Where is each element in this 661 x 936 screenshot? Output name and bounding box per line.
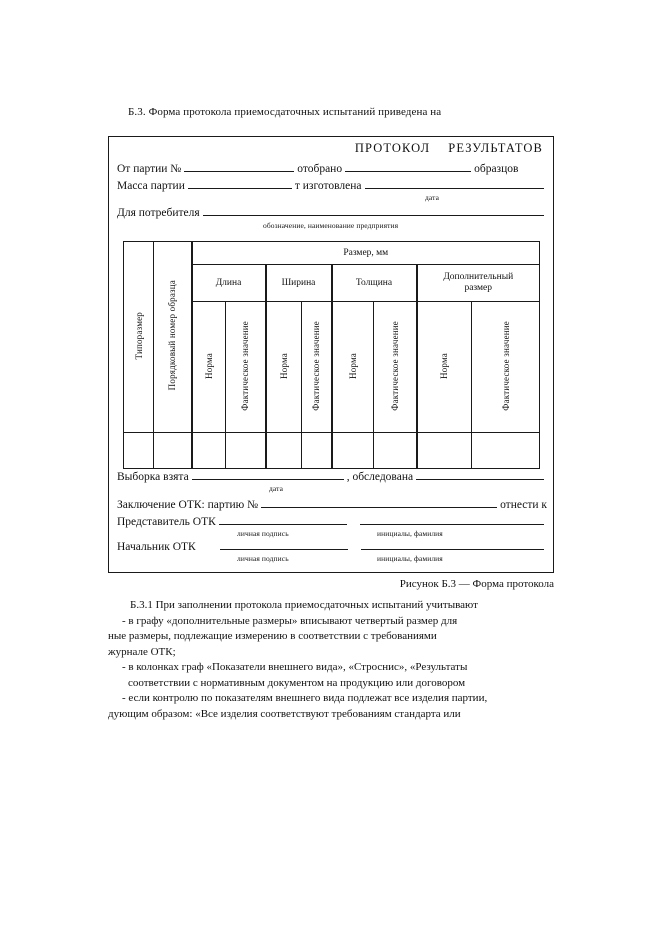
qc-chief-initials-rule[interactable] (361, 541, 544, 550)
body-line-3: ные размеры, подлежащие измерению в соответствии с требованиями (108, 630, 437, 642)
qc-representative-signature-rule[interactable] (219, 516, 347, 525)
header-typesize-label: Типоразмер (133, 311, 144, 360)
header-actual-label-width: Фактическое значение (311, 320, 322, 411)
header-cell-thickness-actual (374, 302, 417, 433)
header-actual-label-thickness: Фактическое значение (389, 320, 400, 411)
sublabel-initials-chief: инициалы, фамилия (377, 554, 443, 563)
batch-manufactured-input-rule[interactable] (365, 180, 545, 189)
table-row (124, 432, 540, 468)
cell-length-actual[interactable] (226, 432, 266, 468)
header-actual-label-additional: Фактическое значение (500, 320, 511, 411)
sublabel-signature-chief: личная подпись (237, 554, 289, 563)
header-cell-size-group (192, 242, 540, 265)
header-size-group-label: Размер, мм (343, 248, 389, 259)
protocol-form-frame (108, 136, 554, 573)
cell-additional-norm[interactable] (417, 432, 472, 468)
row-qc-conclusion (117, 499, 547, 511)
consumer-input-rule[interactable] (203, 207, 544, 216)
batch-mass-input-rule[interactable] (188, 180, 292, 189)
cell-length-norm[interactable] (192, 432, 226, 468)
measurements-table (123, 241, 540, 469)
qc-chief-label: Начальник ОТК (117, 541, 196, 553)
header-cell-length (192, 265, 266, 302)
qc-representative-label: Представитель ОТК (117, 516, 216, 528)
body-line-6: соответствии с нормативным документом на продукцию или договором (128, 676, 466, 689)
cell-thickness-norm[interactable] (332, 432, 374, 468)
row-qc-chief (117, 541, 547, 553)
qc-representative-initials-rule[interactable] (360, 516, 544, 525)
row-batch-number (117, 163, 547, 175)
header-cell-thickness-norm (332, 302, 374, 433)
figure-caption: Рисунок Б.3 — Форма протокола (399, 578, 554, 590)
header-cell-width-norm (266, 302, 302, 433)
table-header-row-size (124, 242, 540, 265)
cell-additional-actual[interactable] (472, 432, 540, 468)
sample-taken-label: Выборка взята (117, 471, 189, 483)
sublabel-initials-rep: инициалы, фамилия (377, 529, 443, 538)
body-line-5: - в колонках граф «Показатели внешнего вида», «Строснис», «Результаты (122, 661, 468, 673)
consumer-label: Для потребителя (117, 207, 200, 219)
header-cell-length-norm (192, 302, 226, 433)
batch-mass-label: Масса партии (117, 180, 185, 192)
header-cell-additional-norm (417, 302, 472, 433)
row-sample-taken (117, 471, 547, 483)
header-cell-additional-actual (472, 302, 540, 433)
body-line-1: Б.3.1 При заполнении протокола приемосдаточных испытаний учитывают (130, 599, 478, 611)
batch-selected-label: отобрано (297, 163, 343, 175)
header-length-label: Длина (215, 278, 242, 289)
header-cell-length-actual (226, 302, 266, 433)
protocol-title-right: РЕЗУЛЬТАТОВ (448, 141, 543, 155)
sample-examined-input-rule[interactable] (416, 471, 544, 480)
sublabel-enterprise: обозначение, наименование предприятия (263, 221, 399, 230)
cell-typesize[interactable] (124, 432, 154, 468)
body-line-7: - если контролю по показателям внешнего вида подлежат все изделия партии, (122, 692, 488, 704)
header-actual-label-length: Фактическое значение (240, 320, 251, 411)
batch-number-input-rule[interactable] (184, 163, 294, 172)
header-cell-additional (417, 265, 540, 302)
batch-number-label: От партии № (117, 163, 182, 175)
section-intro-text: Б.3. Форма протокола приемосдаточных испытаний приведена на (128, 106, 442, 118)
protocol-title-left: ПРОТОКОЛ (354, 141, 431, 155)
row-consumer (117, 207, 547, 219)
header-norm-label-additional: Норма (439, 352, 450, 379)
header-additional-label-line2: размер (464, 283, 493, 294)
body-line-4: журнале ОТК; (108, 645, 176, 658)
qc-chief-signature-rule[interactable] (220, 541, 348, 550)
sublabel-date-1: дата (425, 193, 440, 202)
cell-width-norm[interactable] (266, 432, 302, 468)
body-line-2: - в графу «дополнительные размеры» вписывают четвертый размер для (122, 614, 458, 627)
cell-sample-number[interactable] (154, 432, 192, 468)
header-additional-label-line1: Дополнительный (443, 272, 514, 283)
batch-manufactured-label: т изготовлена (294, 180, 362, 192)
sublabel-signature-rep: личная подпись (237, 529, 289, 538)
cell-thickness-actual[interactable] (374, 432, 417, 468)
row-qc-representative (117, 516, 547, 528)
header-sample-number-label: Порядковый номер образца (167, 280, 178, 391)
protocol-title (109, 141, 553, 156)
qc-conclusion-input-rule[interactable] (261, 499, 497, 508)
qc-conclusion-label: Заключение ОТК: партию № (117, 499, 259, 511)
header-norm-label-length: Норма (203, 352, 214, 379)
header-cell-typesize (124, 242, 154, 433)
body-line-8: дующим образом: «Все изделия соответствуют требованиям стандарта или (108, 707, 461, 720)
header-width-label: Ширина (281, 278, 316, 289)
cell-width-actual[interactable] (302, 432, 332, 468)
header-norm-label-width: Норма (278, 352, 289, 379)
body-text-block (108, 598, 554, 722)
sample-examined-label: , обследована (346, 471, 414, 483)
header-cell-thickness (332, 265, 417, 302)
batch-selected-input-rule[interactable] (345, 163, 471, 172)
header-cell-width (266, 265, 332, 302)
header-cell-width-actual (302, 302, 332, 433)
batch-samples-label: образцов (474, 163, 519, 175)
sublabel-date-2: дата (269, 484, 284, 493)
sample-taken-input-rule[interactable] (192, 471, 344, 480)
header-norm-label-thickness: Норма (347, 352, 358, 379)
header-thickness-label: Толщина (355, 278, 393, 289)
row-batch-mass (117, 180, 547, 192)
qc-conclusion-end-label: отнести к (500, 499, 547, 511)
header-cell-sample-number (154, 242, 192, 433)
